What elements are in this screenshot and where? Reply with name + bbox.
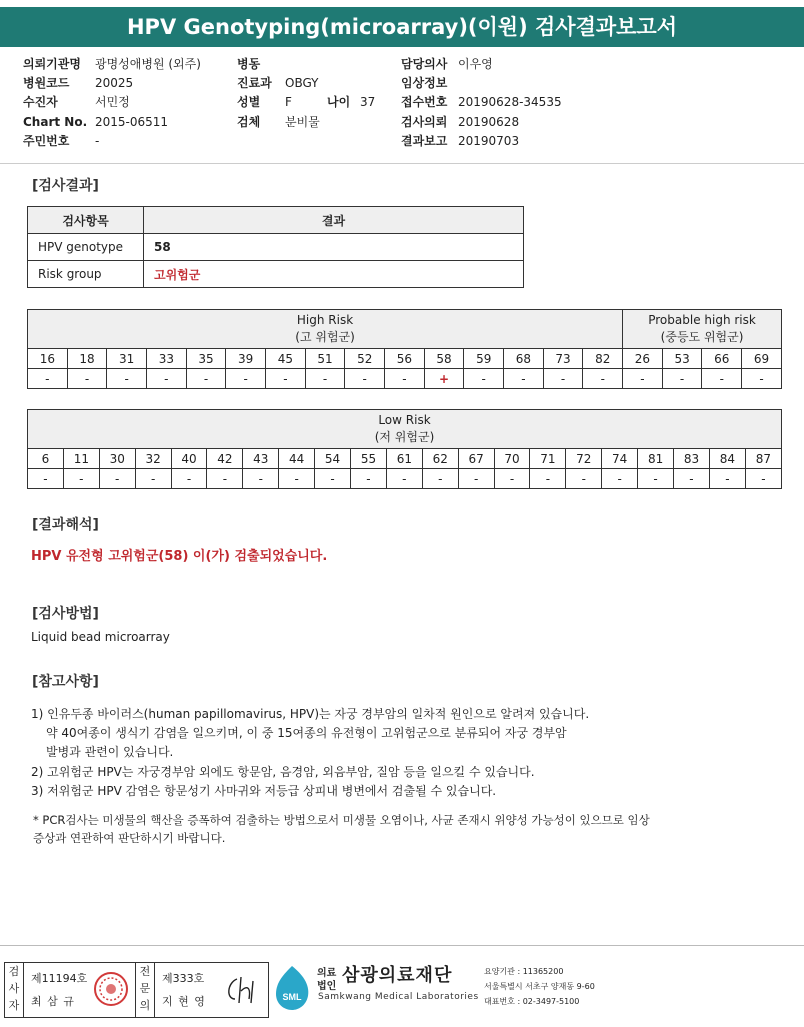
high-risk-results-row: [28, 369, 782, 389]
doctor-signature-icon: [223, 973, 261, 1007]
value-age: 37: [360, 95, 376, 109]
low-risk-label-kr: (저 위험군): [374, 430, 435, 444]
genotype-cell: 67: [458, 449, 494, 469]
genotype-result-cell: -: [385, 369, 425, 389]
genotype-result-cell: -: [279, 469, 315, 489]
genotype-result-cell: -: [543, 369, 583, 389]
result-item: HPV genotype: [28, 234, 144, 261]
genotype-cell: 51: [305, 349, 345, 369]
genotype-cell: 44: [279, 449, 315, 469]
genotype-cell: 71: [530, 449, 566, 469]
note-line: 2) 고위험군 HPV는 자궁경부암 외에도 항문암, 음경암, 외음부암, 질암 등을 일으킬 수 있습니다.: [31, 765, 535, 779]
genotype-cell: 18: [67, 349, 107, 369]
section-title-interpretation: [결과해석]: [32, 517, 99, 533]
table-row: [28, 234, 524, 261]
low-risk-label: Low Risk: [378, 413, 431, 427]
genotype-cell: 35: [186, 349, 226, 369]
genotype-result-cell: -: [226, 369, 266, 389]
doctor-name: 지 현 영: [162, 995, 206, 1008]
value-specimen: 분비물: [285, 115, 320, 129]
genotype-cell: 16: [28, 349, 68, 369]
value-doctor: 이우영: [458, 57, 493, 71]
note-line: 약 40여종이 생식기 감염을 일으키며, 이 중 15여종의 유전형이 고위험군으로 분류되어 자궁 경부암: [46, 726, 567, 740]
genotype-result-cell: -: [422, 469, 458, 489]
genotype-result-cell: -: [709, 469, 745, 489]
tester-label-text: 검 사 자: [8, 965, 20, 1012]
doctor-label: [135, 963, 155, 1017]
high-risk-header: [28, 310, 623, 349]
genotype-cell: 52: [345, 349, 385, 369]
org-name-en: Samkwang Medical Laboratories: [318, 992, 479, 1002]
method-text: Liquid bead microarray: [31, 630, 170, 644]
genotype-cell: 11: [63, 449, 99, 469]
genotype-cell: 33: [147, 349, 187, 369]
genotype-result-cell: -: [745, 469, 781, 489]
genotype-result-cell: -: [135, 469, 171, 489]
high-risk-label: High Risk: [296, 313, 354, 327]
low-risk-header: [28, 410, 782, 449]
note-line: 3) 저위험군 HPV 감염은 항문성기 사마귀와 저등급 상피내 병변에서 검출될 수 있습니다.: [31, 784, 497, 798]
genotype-cell: 31: [107, 349, 147, 369]
genotype-result-cell: -: [305, 369, 345, 389]
value-request-date: 20190628: [458, 115, 520, 129]
label-ward: 병동: [237, 57, 261, 71]
genotype-cell: 87: [745, 449, 781, 469]
label-report-date: 결과보고: [401, 134, 448, 148]
genotype-cell: 42: [207, 449, 243, 469]
genotype-cell: 73: [543, 349, 583, 369]
interpretation-text: HPV 유전형 고위험군(58) 이(가) 검출되었습니다.: [31, 549, 328, 564]
genotype-cell: 81: [638, 449, 674, 469]
label-resident-no: 주민번호: [23, 134, 70, 148]
genotype-result-cell: -: [530, 469, 566, 489]
genotype-result-cell: -: [504, 369, 544, 389]
genotype-result-cell: -: [583, 369, 623, 389]
genotype-result-cell: +: [424, 369, 464, 389]
result-header-result: 결과: [144, 207, 524, 234]
genotype-cell: 83: [674, 449, 710, 469]
value-department: OBGY: [285, 76, 319, 90]
genotype-result-cell: -: [186, 369, 226, 389]
footer-divider: [0, 945, 804, 946]
tester-seal-icon: [93, 971, 129, 1007]
label-hospital-code: 병원코드: [23, 76, 70, 90]
label-specimen: 검체: [237, 115, 261, 129]
tester-name: 최 삼 규: [31, 995, 75, 1008]
genotype-result-cell: -: [99, 469, 135, 489]
label-clinical-info: 임상정보: [401, 76, 448, 90]
label-receipt-no: 접수번호: [401, 95, 448, 109]
genotype-cell: 56: [385, 349, 425, 369]
genotype-cell: 32: [135, 449, 171, 469]
genotype-result-cell: -: [266, 369, 306, 389]
genotype-result-cell: -: [28, 369, 68, 389]
probable-risk-label-kr: (중등도 위험군): [660, 330, 744, 344]
value-sex: F: [285, 95, 292, 109]
label-request-date: 검사의뢰: [401, 115, 448, 129]
high-risk-label-kr: (고 위험군): [295, 330, 355, 344]
header-divider: [0, 163, 804, 164]
low-risk-grid: [27, 409, 782, 489]
value-receipt-no: 20190628-34535: [458, 95, 562, 109]
label-doctor: 담당의사: [401, 57, 448, 71]
genotype-cell: 72: [566, 449, 602, 469]
low-risk-types-row: [28, 449, 782, 469]
genotype-cell: 30: [99, 449, 135, 469]
agency-no: 요양기관 : 11365200: [484, 967, 564, 976]
label-hospital: 의뢰기관명: [23, 57, 81, 71]
genotype-cell: 74: [602, 449, 638, 469]
value-patient: 서민정: [95, 95, 130, 109]
genotype-result-cell: -: [351, 469, 387, 489]
genotype-cell: 45: [266, 349, 306, 369]
genotype-result-cell: -: [386, 469, 422, 489]
table-row: [28, 261, 524, 288]
genotype-cell: 58: [424, 349, 464, 369]
doctor-no: 제333호: [162, 972, 205, 985]
label-age: 나이: [327, 95, 351, 109]
label-patient: 수진자: [23, 95, 58, 109]
genotype-cell: 69: [742, 349, 782, 369]
section-title-method: [검사방법]: [32, 606, 99, 622]
footnote-line: * PCR검사는 미생물의 핵산을 증폭하여 검출하는 방법으로서 미생물 오염이나, 사균 존재시 위양성 가능성이 있으므로 임상: [33, 813, 650, 827]
genotype-result-cell: -: [702, 369, 742, 389]
value-report-date: 20190703: [458, 134, 520, 148]
genotype-result-cell: -: [315, 469, 351, 489]
sml-logo-text: SML: [282, 992, 302, 1002]
genotype-result-cell: -: [67, 369, 107, 389]
genotype-cell: 6: [28, 449, 64, 469]
genotype-cell: 61: [386, 449, 422, 469]
result-value: 고위험군: [144, 261, 524, 288]
genotype-cell: 82: [583, 349, 623, 369]
section-title-results: [검사결과]: [32, 178, 99, 194]
genotype-cell: 59: [464, 349, 504, 369]
label-sex: 성별: [237, 95, 261, 109]
genotype-result-cell: -: [345, 369, 385, 389]
label-chart-no: Chart No.: [23, 115, 88, 129]
genotype-result-cell: -: [464, 369, 504, 389]
signature-box: [4, 962, 269, 1018]
note-line: 발병과 관련이 있습니다.: [46, 745, 174, 759]
label-department: 진료과: [237, 76, 272, 90]
genotype-result-cell: -: [63, 469, 99, 489]
result-item: Risk group: [28, 261, 144, 288]
org-phone: 대표번호 : 02-3497-5100: [484, 997, 580, 1006]
high-risk-grid: [27, 309, 782, 389]
high-risk-types-row: [28, 349, 782, 369]
genotype-result-cell: -: [243, 469, 279, 489]
probable-risk-label: Probable high risk: [648, 313, 756, 327]
value-hospital: 광명성애병원 (외주): [95, 57, 201, 71]
genotype-result-cell: -: [566, 469, 602, 489]
genotype-cell: 55: [351, 449, 387, 469]
genotype-cell: 70: [494, 449, 530, 469]
genotype-result-cell: -: [623, 369, 663, 389]
org-name: 삼광의료재단: [342, 965, 453, 986]
genotype-result-cell: -: [638, 469, 674, 489]
tester-label: [5, 963, 24, 1017]
result-table: [27, 206, 524, 288]
genotype-result-cell: -: [147, 369, 187, 389]
genotype-result-cell: -: [207, 469, 243, 489]
genotype-cell: 40: [171, 449, 207, 469]
report-title: HPV Genotyping(microarray)(이원) 검사결과보고서: [0, 7, 804, 47]
genotype-result-cell: -: [458, 469, 494, 489]
patient-info: [0, 55, 804, 155]
genotype-result-cell: -: [742, 369, 782, 389]
genotype-result-cell: -: [494, 469, 530, 489]
genotype-cell: 66: [702, 349, 742, 369]
genotype-result-cell: -: [662, 369, 702, 389]
genotype-cell: 54: [315, 449, 351, 469]
genotype-cell: 43: [243, 449, 279, 469]
genotype-cell: 53: [662, 349, 702, 369]
genotype-result-cell: -: [171, 469, 207, 489]
genotype-cell: 68: [504, 349, 544, 369]
probable-risk-header: [623, 310, 782, 349]
genotype-result-cell: -: [28, 469, 64, 489]
result-header-item: 검사항목: [28, 207, 144, 234]
note-line: 1) 인유두종 바이러스(human papillomavirus, HPV)는 자궁 경부암의 일차적 원인으로 알려져 있습니다.: [31, 707, 590, 721]
sml-logo-icon: [272, 964, 312, 1012]
result-value: 58: [144, 234, 524, 261]
genotype-cell: 26: [623, 349, 663, 369]
genotype-result-cell: -: [674, 469, 710, 489]
tester-no: 제11194호: [31, 972, 88, 985]
genotype-result-cell: -: [602, 469, 638, 489]
value-hospital-code: 20025: [95, 76, 134, 90]
org-type: 의료 법인: [317, 968, 337, 992]
org-address: 서울특별시 서초구 양재동 9-60: [484, 982, 595, 991]
low-risk-results-row: [28, 469, 782, 489]
value-resident-no: -: [95, 134, 100, 148]
footnote-line: 증상과 연관하여 판단하시기 바랍니다.: [33, 831, 226, 845]
section-title-notes: [참고사항]: [32, 674, 99, 690]
genotype-cell: 84: [709, 449, 745, 469]
value-chart-no: 2015-06511: [95, 115, 169, 129]
genotype-cell: 39: [226, 349, 266, 369]
genotype-result-cell: -: [107, 369, 147, 389]
doctor-label-text: 전 문 의: [139, 965, 151, 1012]
genotype-cell: 62: [422, 449, 458, 469]
